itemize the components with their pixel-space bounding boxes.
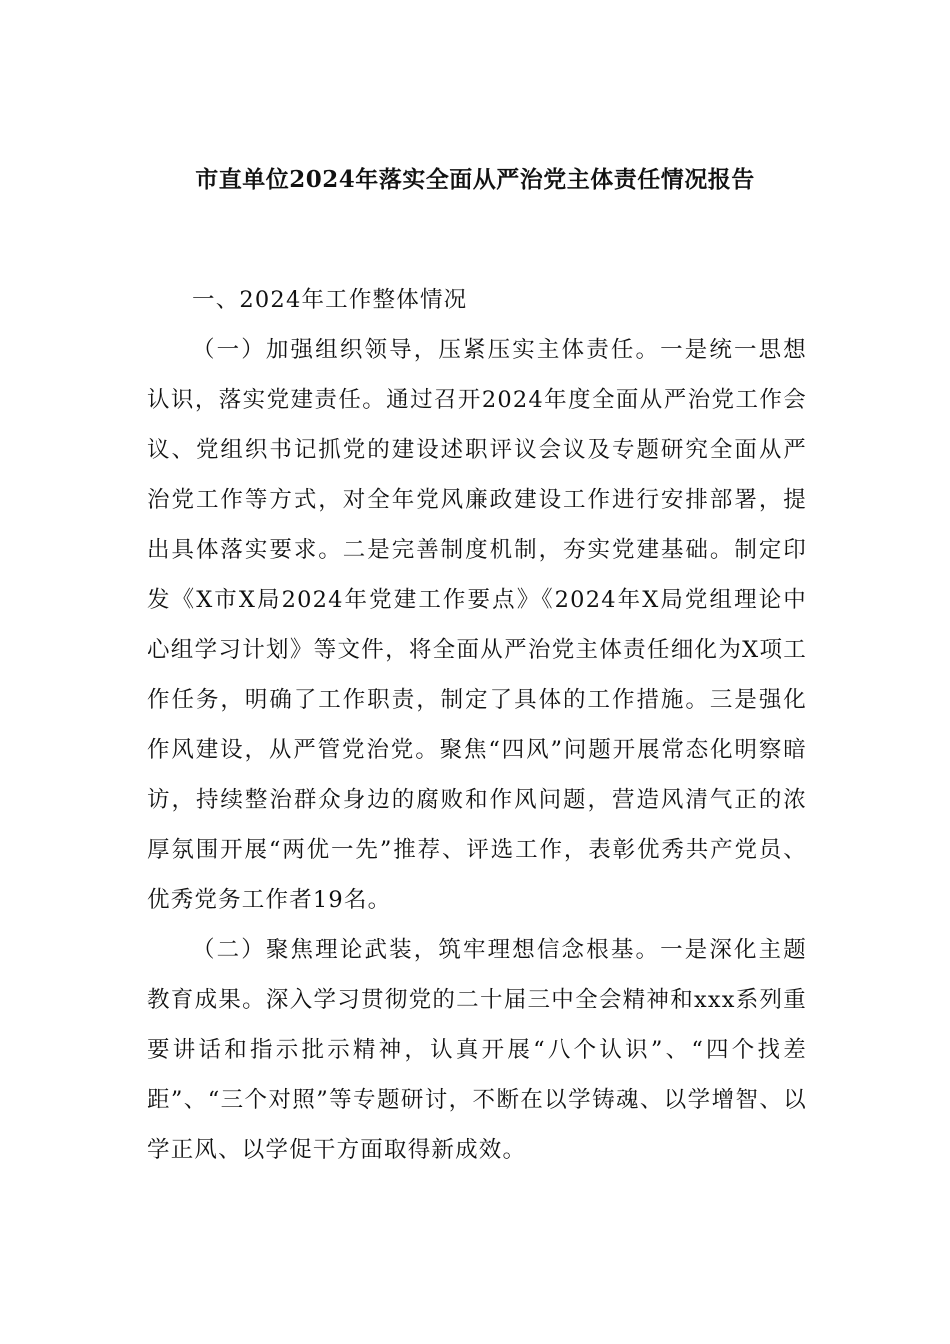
- page-title: 市直单位2024年落实全面从严治党主体责任情况报告: [195, 166, 755, 193]
- document-body: [147, 275, 807, 1175]
- section-heading: 一、2024年工作整体情况: [192, 287, 468, 313]
- paragraph-1: （一）加强组织领导，压紧压实主体责任。一是统一思想认识，落实党建责任。通过召开2024年度全面从严治党工作会议、党组织书记抓党的建设述职评议会议及专题研究全面从严治党工作等方式，对全年党风廉政建设工作进行安排部署，提出具体落实要求。二是完善制度机制，夯实党建基础。制定印发《X市X局2024年党建工作要点》《2024年X局党组理论中心组学习计划》等文件，将全面从严治党主体责任细化为X项工作任务，明确了工作职责，制定了具体的工作措施。三是强化作风建设，从严管党治党。聚焦“四风”问题开展常态化明察暗访，持续整治群众身边的腐败和作风问题，营造风清气正的浓厚氛围开展“两优一先”推荐、评选工作，表彰优秀共产党员、优秀党务工作者19名。: [147, 337, 807, 913]
- paragraph-2: （二）聚焦理论武装，筑牢理想信念根基。一是深化主题教育成果。深入学习贯彻党的二十届三中全会精神和xxx系列重要讲话和指示批示精神，认真开展“八个认识”、“四个找差距”、“三个对照”等专题研讨，不断在以学铸魂、以学增智、以学正风、以学促干方面取得新成效。: [147, 937, 807, 1163]
